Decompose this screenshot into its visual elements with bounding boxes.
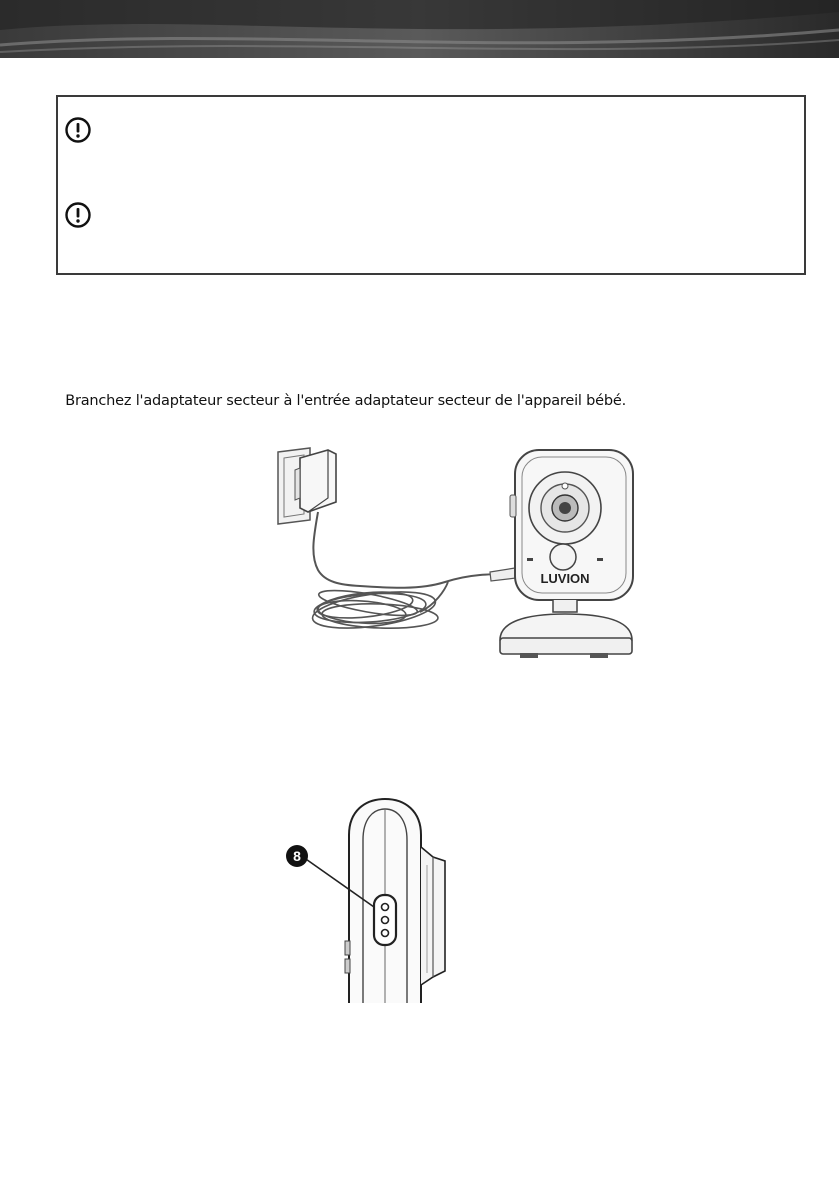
- brand-logo: LUVION: [540, 571, 590, 586]
- caption-crop: [65, 393, 626, 415]
- side-view-illustration: [285, 795, 460, 1005]
- adapter-camera-illustration: [270, 440, 640, 665]
- exclamation-circle-icon: [64, 116, 92, 144]
- warning-box: [56, 95, 806, 275]
- caption-text: Branchez l'adaptateur secteur à l'entrée adaptateur secteur de l'appareil bébé.: [65, 393, 626, 409]
- callout-number: 8: [293, 848, 301, 864]
- exclamation-circle-icon: [64, 201, 92, 229]
- header-decoration: [0, 0, 839, 58]
